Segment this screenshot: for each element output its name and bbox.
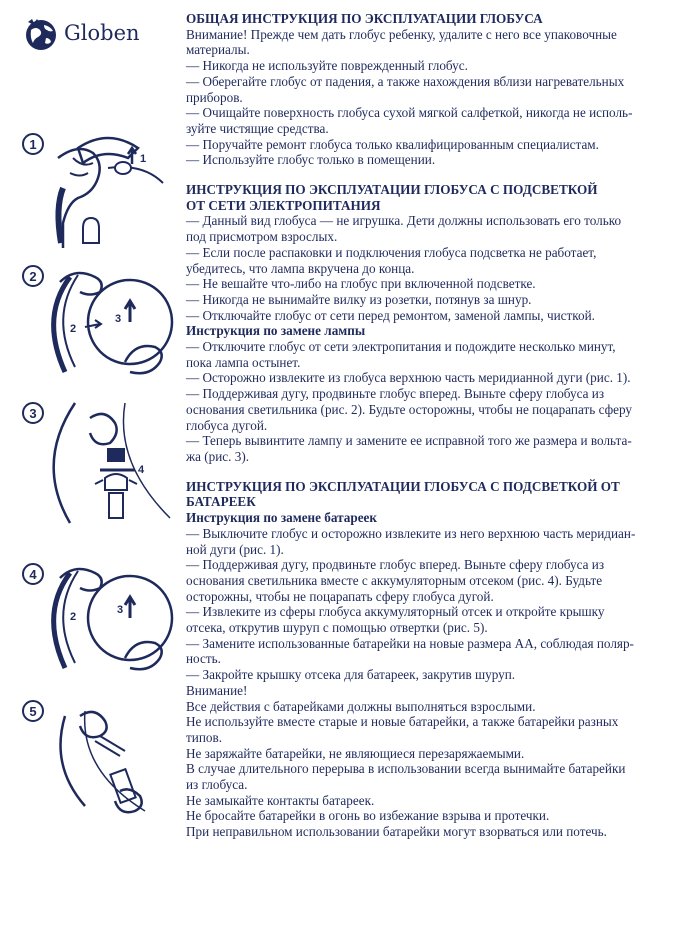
section2-line: — Никогда не вынимайте вилку из розетки, потянув за шнур. bbox=[186, 291, 532, 307]
section3-line: осторожны, чтобы не поцарапать сферу глобуса дугой. bbox=[186, 588, 494, 604]
logo-text: Globen bbox=[64, 21, 140, 45]
figure-1-number: 1 bbox=[22, 133, 44, 155]
figure-3-label: 4 bbox=[138, 464, 145, 476]
section3-title: ИНСТРУКЦИЯ ПО ЭКСПЛУАТАЦИИ ГЛОБУСА С ПОДСВЕТКОЙ ОТ bbox=[186, 478, 620, 494]
figure-3-number: 3 bbox=[22, 402, 44, 424]
section3-line: При неправильном использовании батарейки могут взорваться или потечь. bbox=[186, 824, 607, 840]
section3-line: — Закройте крышку отсека для батареек, закрутив шуруп. bbox=[186, 667, 516, 683]
figure-2-label-b: 3 bbox=[115, 313, 122, 325]
section3-line: основания светильника вместе с аккумуляторным отсеком (рис. 4). Будьте bbox=[186, 572, 603, 588]
section3-line: Не заряжайте батарейки, не являющиеся перезаряжаемыми. bbox=[186, 745, 525, 761]
section2-sub-line: — Поддерживая дугу, продвиньте глобус вперед. Выньте сферу глобуса из bbox=[186, 386, 605, 402]
section1-line: — Очищайте поверхность глобуса сухой мягкой салфеткой, никогда не исполь- bbox=[186, 105, 633, 121]
section2-sub-line: основания светильника (рис. 2). Будьте осторожны, чтобы не поцарапать сферу bbox=[186, 401, 632, 417]
figure-4-illustration bbox=[45, 558, 175, 683]
section2-line: — Отключайте глобус от сети перед ремонтом, заменой лампы, чисткой. bbox=[186, 307, 595, 323]
section2-line: — Не вешайте что-либо на глобус при включенной подсветке. bbox=[186, 276, 536, 292]
section1-line: материалы. bbox=[186, 42, 250, 58]
section3-line: отсека, открутив шуруп с помощью отвертки (рис. 5). bbox=[186, 620, 488, 636]
section3-line: типов. bbox=[186, 729, 222, 745]
section2-sub-line: жа (рис. 3). bbox=[186, 448, 250, 464]
section2-line: — Если после распаковки и подключения глобуса подсветка не работает, bbox=[186, 244, 597, 260]
figure-5-number: 5 bbox=[22, 700, 44, 722]
section2-subtitle: Инструкция по замене лампы bbox=[186, 323, 366, 339]
section3-title: БАТАРЕЕК bbox=[186, 494, 256, 510]
section3-line: Не используйте вместе старые и новые батарейки, а также батарейки разных bbox=[186, 714, 619, 730]
section2-title: ОТ СЕТИ ЭЛЕКТРОПИТАНИЯ bbox=[186, 197, 381, 213]
section3-line: В случае длительного перерыва в использовании всегда вынимайте батарейки bbox=[186, 761, 626, 777]
section3-line: — Замените использованные батарейки на новые размера АА, соблюдая поляр- bbox=[186, 635, 634, 651]
section1-line: — Используйте глобус только в помещении. bbox=[186, 152, 436, 168]
section2-line: — Данный вид глобуса — не игрушка. Дети должны использовать его только bbox=[186, 213, 622, 229]
section1-title: ОБЩАЯ ИНСТРУКЦИЯ ПО ЭКСПЛУАТАЦИИ ГЛОБУСА bbox=[186, 11, 543, 26]
section3-line: — Выключите глобус и осторожно извлеките из него верхнюю часть меридиан- bbox=[186, 525, 636, 541]
section1-line: приборов. bbox=[186, 89, 243, 105]
section2-sub-line: — Осторожно извлеките из глобуса верхнюю часть меридианной дуги (рис. 1). bbox=[186, 370, 631, 386]
section1-line: — Оберегайте глобус от падения, а также нахождения вблизи нагревательных bbox=[186, 73, 625, 89]
section3-line: ной дуги (рис. 1). bbox=[186, 541, 284, 557]
figure-4-number: 4 bbox=[22, 563, 44, 585]
figure-1-illustration bbox=[48, 128, 168, 253]
figure-5-illustration bbox=[45, 696, 175, 826]
section3-line: Все действия с батарейками должны выполняться взрослыми. bbox=[186, 698, 536, 714]
section3-line: Не бросайте батарейки в огонь во избежание взрыва и протечки. bbox=[186, 808, 550, 824]
figure-2-illustration bbox=[45, 262, 175, 387]
section3-line: — Поддерживая дугу, продвиньте глобус вперед. Выньте сферу глобуса из bbox=[186, 557, 605, 573]
section1-line: зуйте чистящие средства. bbox=[186, 120, 329, 136]
section3-line: из глобуса. bbox=[186, 777, 248, 793]
section3-line: — Извлеките из сферы глобуса аккумуляторный отсек и откройте крышку bbox=[186, 604, 605, 620]
section2-sub-line: глобуса дугой. bbox=[186, 417, 268, 433]
section3-line: Внимание! bbox=[186, 682, 248, 698]
figure-1-arrow-label: 1 bbox=[140, 153, 147, 165]
figure-3-illustration bbox=[45, 398, 175, 528]
section1-line: — Поручайте ремонт глобуса только квалифицированным специалистам. bbox=[186, 136, 599, 152]
section2-sub-line: — Теперь вывинтите лампу и замените ее исправной того же размера и вольта- bbox=[186, 433, 632, 449]
instructions-text bbox=[186, 11, 676, 840]
section3-line: ность. bbox=[186, 651, 221, 667]
section2-line: под присмотром взрослых. bbox=[186, 229, 338, 245]
figure-4-label-a: 2 bbox=[70, 611, 77, 623]
figure-2-number: 2 bbox=[22, 265, 44, 287]
section2-title: ИНСТРУКЦИЯ ПО ЭКСПЛУАТАЦИИ ГЛОБУСА С ПОДСВЕТКОЙ bbox=[186, 182, 598, 198]
figures-column bbox=[0, 0, 180, 934]
figure-2-label-a: 2 bbox=[70, 323, 77, 335]
section1-line: — Никогда не используйте поврежденный глобус. bbox=[186, 58, 468, 74]
section2-sub-line: — Отключите глобус от сети электропитания и подождите несколько минут, bbox=[186, 339, 616, 355]
section3-line: Не замыкайте контакты батареек. bbox=[186, 792, 375, 808]
section2-sub-line: пока лампа остынет. bbox=[186, 354, 301, 370]
section3-subtitle: Инструкция по замене батареек bbox=[186, 510, 378, 526]
section1-line: Внимание! Прежде чем дать глобус ребенку, удалите с него все упаковочные bbox=[186, 26, 617, 42]
section2-line: убедитесь, что лампа вкручена до конца. bbox=[186, 260, 415, 276]
figure-4-label-b: 3 bbox=[117, 604, 124, 616]
